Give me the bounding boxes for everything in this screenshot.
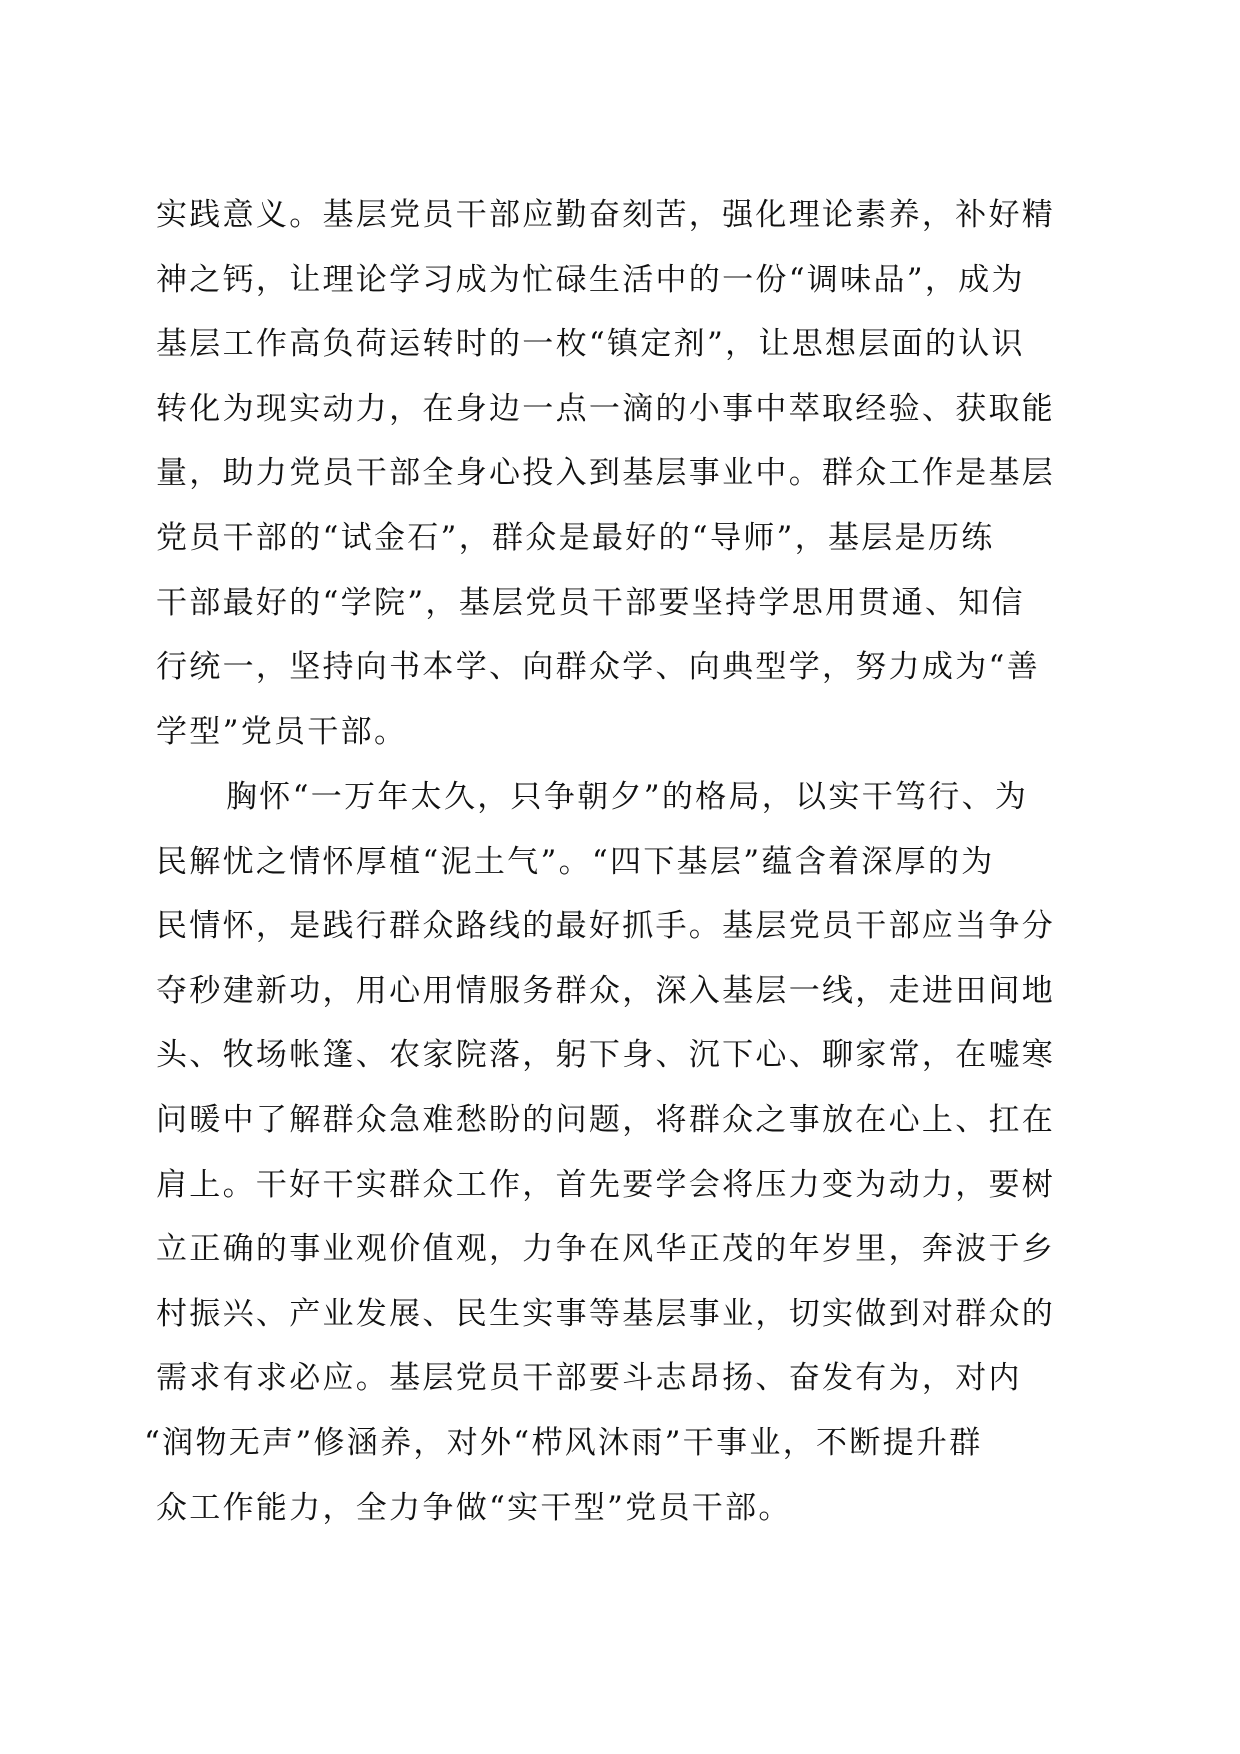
paragraph-2	[144, 765, 1056, 1540]
text-line: 众工作能力，全力争做“实干型”党员干部。	[156, 1489, 792, 1526]
text-line: 神之钙，让理论学习成为忙碌生活中的一份“调味品”，成为	[156, 261, 1025, 298]
text-line: 实践意义。基层党员干部应勤奋刻苦，强化理论素养，补好精	[156, 197, 1056, 233]
text-line: 村振兴、产业发展、民生实事等基层事业，切实做到对群众的	[156, 1295, 1056, 1332]
text-line: 问暖中了解群众急难愁盼的问题，将群众之事放在心上、扛在	[156, 1101, 1056, 1138]
text-line: 立正确的事业观价值观，力争在风华正茂的年岁里，奔波于乡	[156, 1231, 1056, 1268]
text-line: 学型”党员干部。	[156, 713, 408, 750]
text-line-indented: 胸怀“一万年太久，只争朝夕”的格局，以实干笃行、为	[226, 779, 1029, 815]
text-line: 肩上。干好干实群众工作，首先要学会将压力变为动力，要树	[156, 1166, 1056, 1203]
text-line: 需求有求必应。基层党员干部要斗志昂扬、奋发有为，对内	[156, 1360, 1022, 1397]
text-line: 党员干部的“试金石”，群众是最好的“导师”，基层是历练	[156, 519, 995, 556]
text-line: 民解忧之情怀厚植“泥土气”。“四下基层”蕴含着深厚的为	[156, 843, 995, 880]
text-line: 基层工作高负荷运转时的一枚“镇定剂”，让思想层面的认识	[156, 326, 1025, 363]
text-line: 量，助力党员干部全身心投入到基层事业中。群众工作是基层	[156, 455, 1056, 492]
paragraph-1	[156, 183, 1056, 764]
text-line: 干部最好的“学院”，基层党员干部要坚持学思用贯通、知信	[156, 584, 1025, 621]
text-line: 行统一，坚持向书本学、向群众学、向典型学，努力成为“善	[156, 649, 1040, 686]
text-line: “润物无声”修涵养，对外“栉风沐雨”干事业，不断提升群	[144, 1424, 983, 1461]
text-line: 转化为现实动力，在身边一点一滴的小事中萃取经验、获取能	[156, 390, 1056, 427]
text-line: 民情怀，是践行群众路线的最好抓手。基层党员干部应当争分	[156, 908, 1056, 945]
text-line: 夺秒建新功，用心用情服务群众，深入基层一线，走进田间地	[156, 972, 1056, 1009]
text-line: 头、牧场帐篷、农家院落，躬下身、沉下心、聊家常，在嘘寒	[156, 1037, 1056, 1074]
